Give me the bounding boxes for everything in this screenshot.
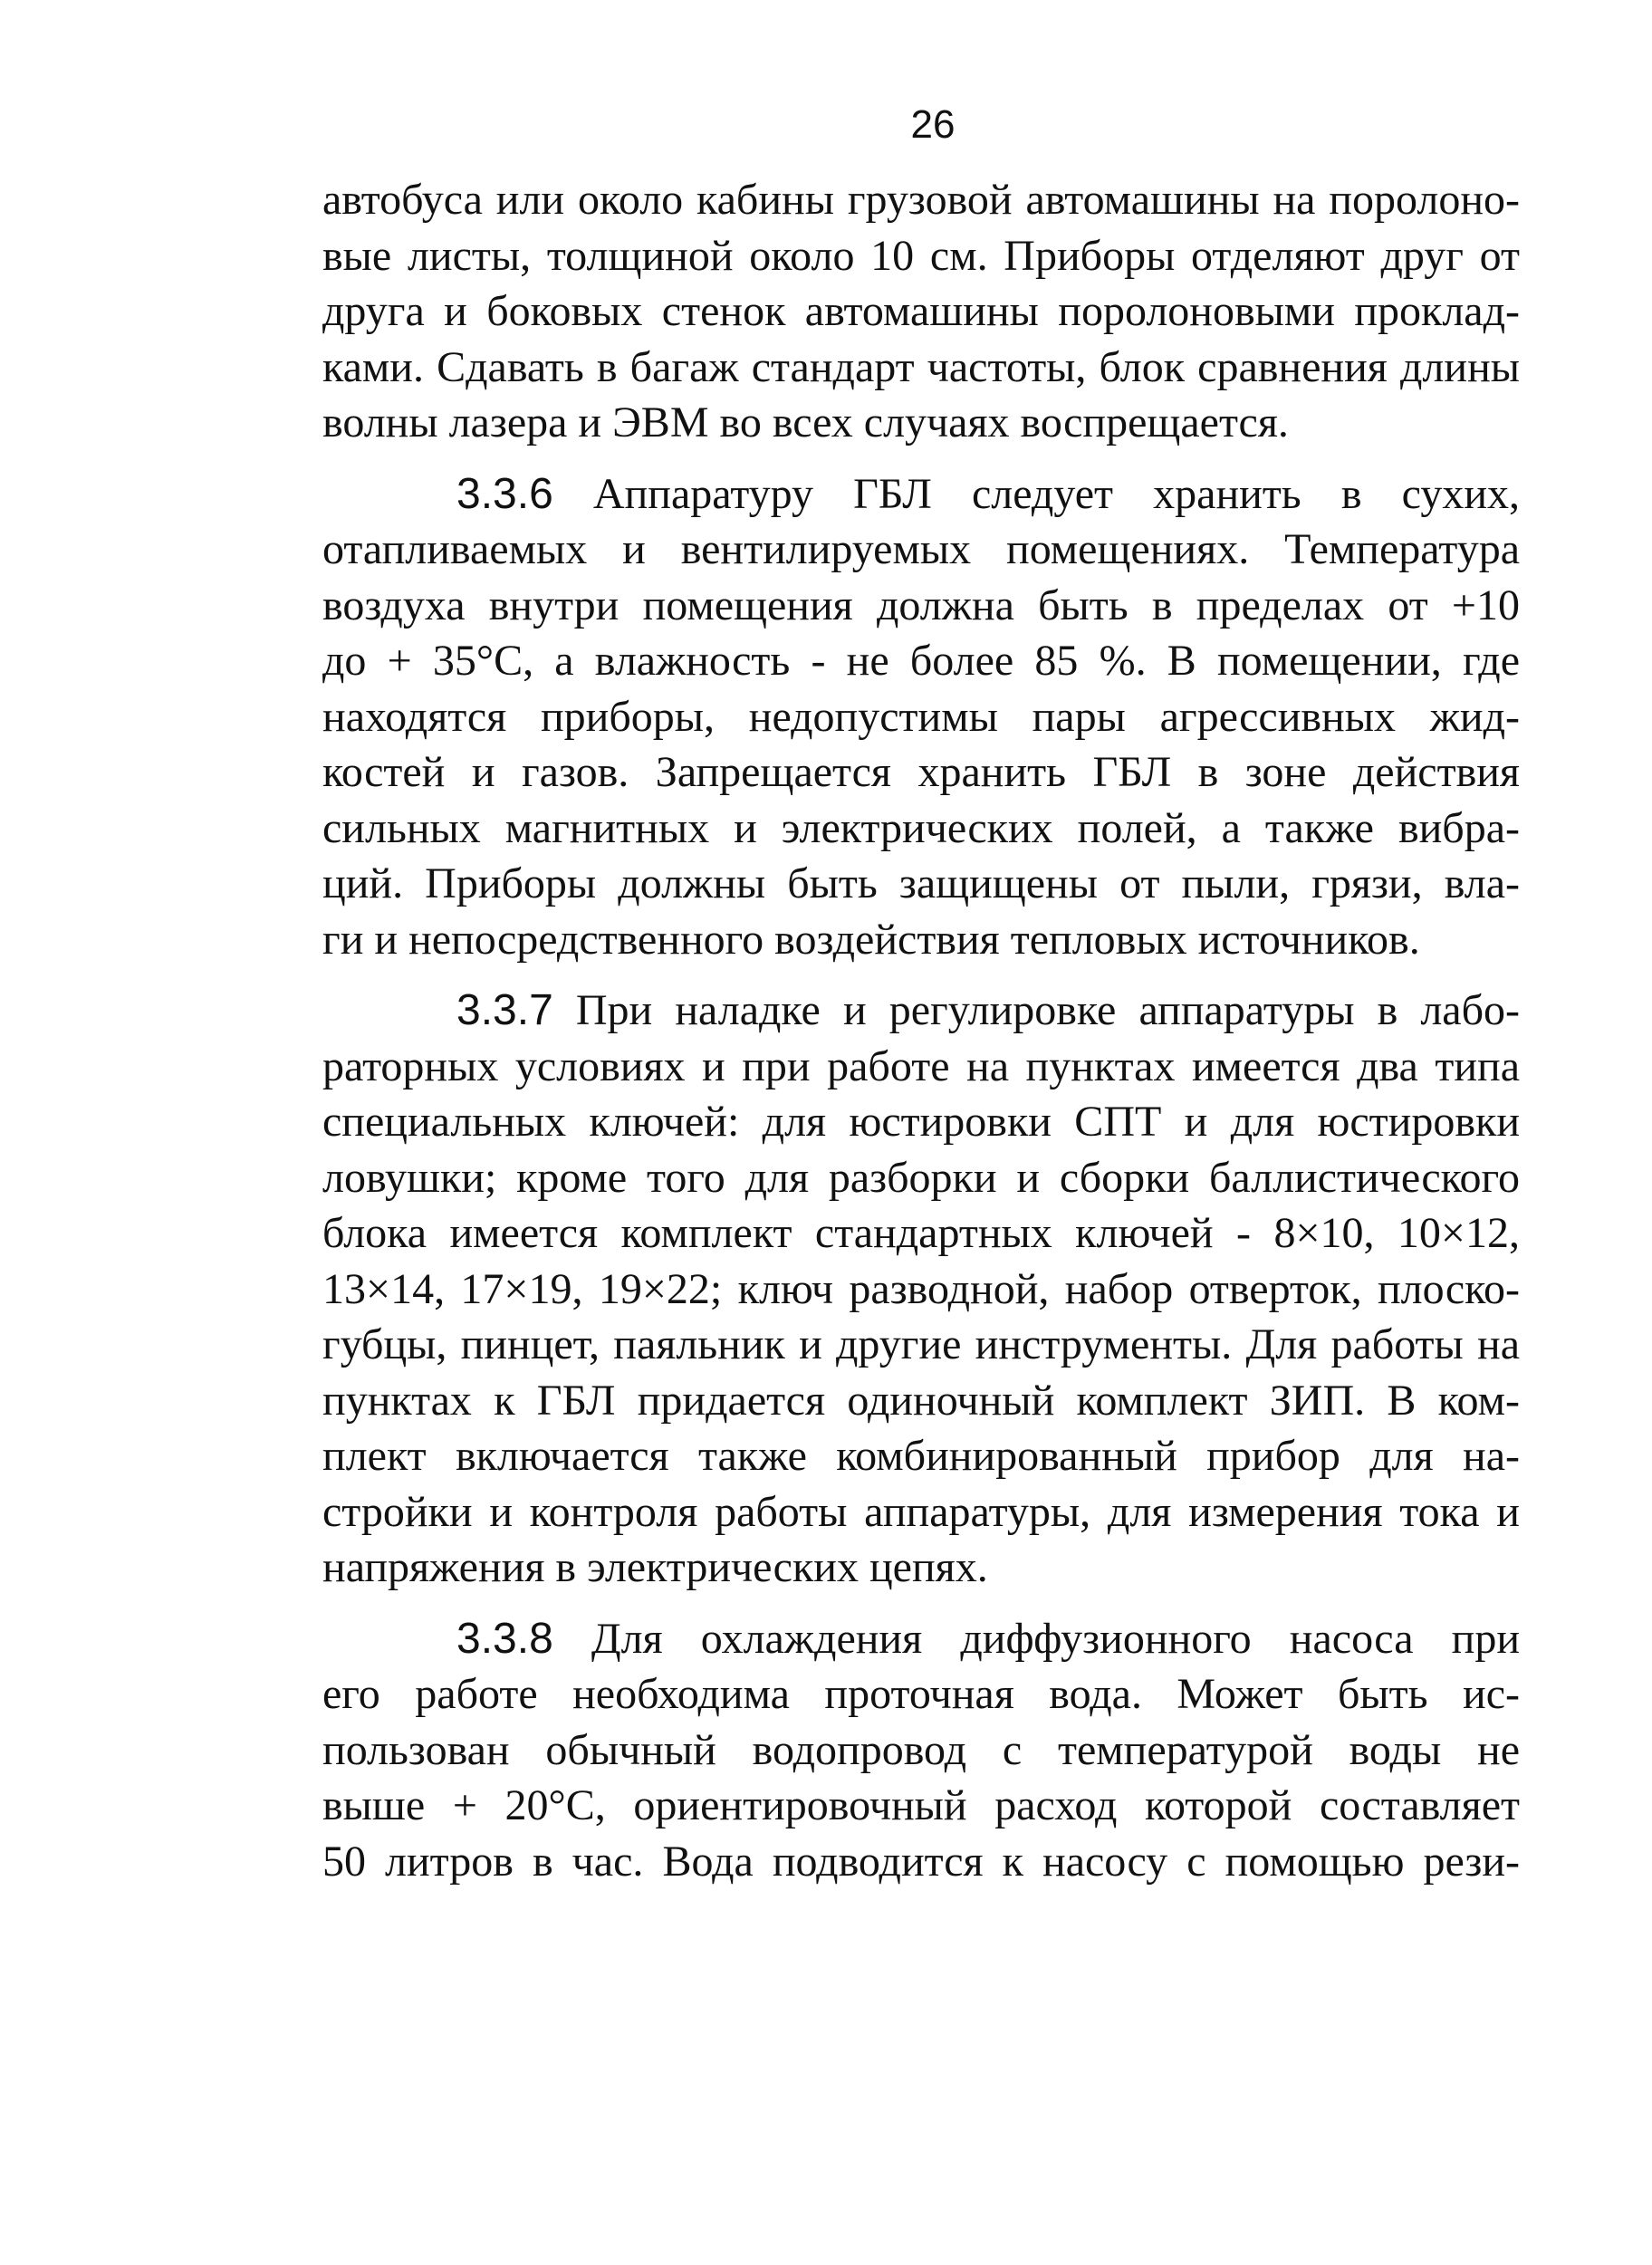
text-line: воздуха внутри помещения должна быть в пределах от +10 bbox=[322, 581, 1520, 629]
text-line: находятся приборы, недопустимы пары агрессивных жид- bbox=[322, 692, 1520, 741]
text-line bbox=[322, 1611, 1520, 1667]
text-line: выше + 20°С, ориентировочный расход которой составляет bbox=[322, 1781, 1520, 1829]
text-line: ги и непосредственного воздействия тепловых источников. bbox=[322, 915, 1420, 964]
paragraph-continuation bbox=[322, 172, 1520, 451]
text-line: специальных ключей: для юстировки СПТ и для юстировки bbox=[322, 1098, 1520, 1146]
text-line: волны лазера и ЭВМ во всех случаях воспрещается. bbox=[322, 398, 1289, 446]
text-line: 50 литров в час. Вода подводится к насосу с помощью рези- bbox=[322, 1837, 1520, 1886]
text-line: вые листы, толщиной около 10 см. Приборы отделяют друг от bbox=[322, 231, 1520, 280]
page-number: 26 bbox=[910, 102, 956, 147]
text-line: до + 35°С, а влажность - не более 85 %. В помещении, где bbox=[322, 637, 1520, 685]
section-number: 3.3.6 bbox=[456, 469, 553, 518]
text-line: ций. Приборы должны быть защищены от пыли, грязи, вла- bbox=[322, 859, 1520, 907]
text-line: отапливаемых и вентилируемых помещениях. Температура bbox=[322, 525, 1520, 573]
text-line: друга и боковых стенок автомашины поролоновыми проклад- bbox=[322, 287, 1520, 335]
text-line: сильных магнитных и электрических полей, а также вибра- bbox=[322, 803, 1520, 852]
text-line: пользован обычный водопровод с температурой воды не bbox=[322, 1725, 1520, 1774]
text-line: блока имеется комплект стандартных ключей - 8×10, 10×12, bbox=[322, 1209, 1520, 1257]
text-line bbox=[322, 466, 1520, 523]
text-line: 13×14, 17×19, 19×22; ключ разводной, набор отверток, плоско- bbox=[322, 1264, 1520, 1313]
paragraph-3-3-6 bbox=[322, 466, 1520, 968]
text-segment: Аппаратуру ГБЛ следует хранить в сухих, bbox=[552, 469, 1520, 518]
text-line: его работе необходима проточная вода. Может быть ис- bbox=[322, 1670, 1520, 1718]
section-number: 3.3.7 bbox=[456, 986, 553, 1034]
paragraph-3-3-7 bbox=[322, 983, 1520, 1596]
text-line: ловушки; кроме того для разборки и сборки баллистического bbox=[322, 1153, 1520, 1202]
text-line: стройки и контроля работы аппаратуры, для измерения тока и bbox=[322, 1487, 1520, 1536]
paragraph-3-3-8 bbox=[322, 1611, 1520, 1890]
text-line: автобуса или около кабины грузовой автомашины на поролоно- bbox=[322, 176, 1520, 224]
text-line bbox=[322, 983, 1520, 1039]
text-line: губцы, пинцет, паяльник и другие инструменты. Для работы на bbox=[322, 1320, 1520, 1368]
document-body bbox=[322, 172, 1520, 1905]
text-line: пунктах к ГБЛ придается одиночный комплект ЗИП. В ком- bbox=[322, 1376, 1520, 1425]
section-number: 3.3.8 bbox=[456, 1614, 553, 1663]
text-line: ками. Сдавать в багаж стандарт частоты, блок сравнения длины bbox=[322, 342, 1520, 391]
text-line: раторных условиях и при работе на пунктах имеется два типа bbox=[322, 1041, 1520, 1090]
text-segment: Для охлаждения диффузионного насоса при bbox=[552, 1614, 1520, 1663]
text-line: костей и газов. Запрещается хранить ГБЛ в зоне действия bbox=[322, 748, 1520, 796]
text-line: плект включается также комбинированный прибор для на- bbox=[322, 1432, 1520, 1480]
text-line: напряжения в электрических цепях. bbox=[322, 1543, 988, 1591]
text-segment: При наладке и регулировке аппаратуры в лабо- bbox=[552, 986, 1520, 1034]
